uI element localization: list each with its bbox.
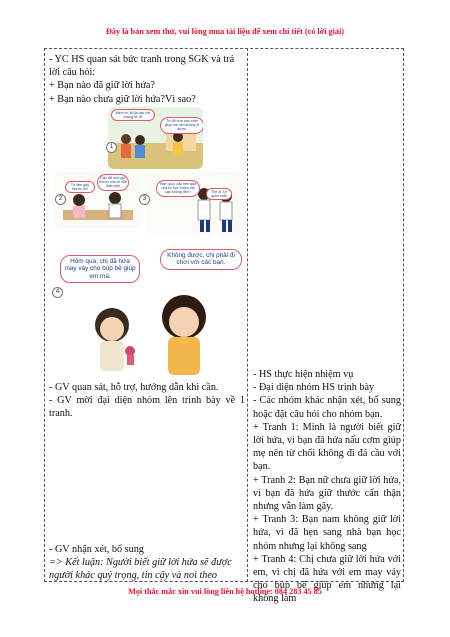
- activity-line: + Tranh 2: Bạn nữ chưa giữ lời hứa, vì bạn đã hứa giữ thước cẩn thận nhưng vẫn làm gãy.: [253, 474, 401, 513]
- illustration-panel-4: [50, 247, 245, 377]
- guide-line: - GV mời đại diện nhóm lên trình bày về 1 tranh.: [49, 395, 245, 420]
- hotline-footer: Mọi thắc mắc xin vui lòng liên hệ hotline: 084 283 45 85: [128, 587, 322, 596]
- preview-notice: Đây là bản xem thử, vui lòng mua tài liệu để xem chi tiết (có lời giải): [105, 27, 344, 36]
- conclusion-text: => Kết luận: Người biết giữ lời hứa sẽ được người khác quý trọng, tin cậy và noi theo: [49, 557, 232, 582]
- textbook-illustration: [50, 102, 245, 377]
- illustration-panel-3: [146, 172, 242, 234]
- intro-line: + Bạn nào đã giữ lời hứa?: [49, 80, 155, 92]
- illustration-panel-1: [108, 107, 203, 169]
- panel-3-number: 3: [139, 194, 150, 205]
- panel-3-bubble-a: Hôm qua, cậu hẹn qua nhà tớ học nhóm mà sao không đến?: [156, 180, 200, 197]
- student-activity-block: [253, 368, 401, 606]
- panel-4-number: 4: [52, 287, 63, 298]
- panel-4-bubble-a: Hôm qua, chị đã hứa may váy cho búp bê giúp em mà.: [60, 255, 140, 283]
- activity-line: + Tranh 4: Chị chưa giữ lời hứa với em, vì chị đã hứa với em may váy cho búp bê giúp em nhưng lại không làm: [253, 553, 401, 605]
- guide-line: - GV quan sát, hỗ trợ, hướng dẫn khi cần.: [49, 382, 219, 393]
- column-divider: [247, 48, 248, 582]
- guide-block: [49, 381, 245, 421]
- activity-line: - HS thực hiện nhiệm vụ: [253, 369, 354, 380]
- activity-line: + Tranh 1: Minh là người biết giữ lời hứa, vì bạn đã hứa nấu cơm giúp mẹ nên từ chối không đi đá cầu với bạn.: [253, 421, 401, 473]
- panel-1-bubble-a: Minh ơi, đi đá cầu với chúng tớ đi!: [111, 109, 155, 121]
- panel-1-bubble-b: Tớ đã hứa nấu cơm giúp mẹ nên không đi được.: [160, 117, 203, 134]
- panel-2-bubble-a: Tớ làm gãy thước rồi!: [65, 181, 95, 193]
- panel-2-bubble-b: Cậu đã hứa giữ thước của tớ cẩn thận mà!: [97, 174, 129, 191]
- panel-2-number: 2: [55, 194, 66, 205]
- panel-4-bubble-b: Không được, chị phải đi chơi với các bạn.: [160, 249, 242, 270]
- panel-1-number: 1: [106, 142, 117, 153]
- panel-3-bubble-b: Thế à! Tớ quên mất!: [206, 188, 232, 200]
- conclusion-block: [49, 543, 245, 583]
- illustration-panel-2: [53, 172, 141, 228]
- activity-line: - Đại diện nhóm HS trình bày: [253, 382, 375, 394]
- intro-line: + Bạn nào chưa giữ lời hứa?Vì sao?: [49, 93, 196, 105]
- conclusion-lead: - GV nhận xét, bổ sung: [49, 544, 144, 555]
- activity-line: - Các nhóm khác nhận xét, bổ sung hoặc đặt câu hỏi cho nhóm bạn.: [253, 395, 401, 420]
- activity-line: + Tranh 3: Bạn nam không giữ lời hứa, vì đã hẹn sang nhà bạn học nhóm nhưng lại không sang: [253, 514, 401, 552]
- intro-line: - YC HS quan sát bức tranh trong SGK và trả lời câu hỏi:: [49, 54, 235, 79]
- intro-block: [49, 53, 245, 106]
